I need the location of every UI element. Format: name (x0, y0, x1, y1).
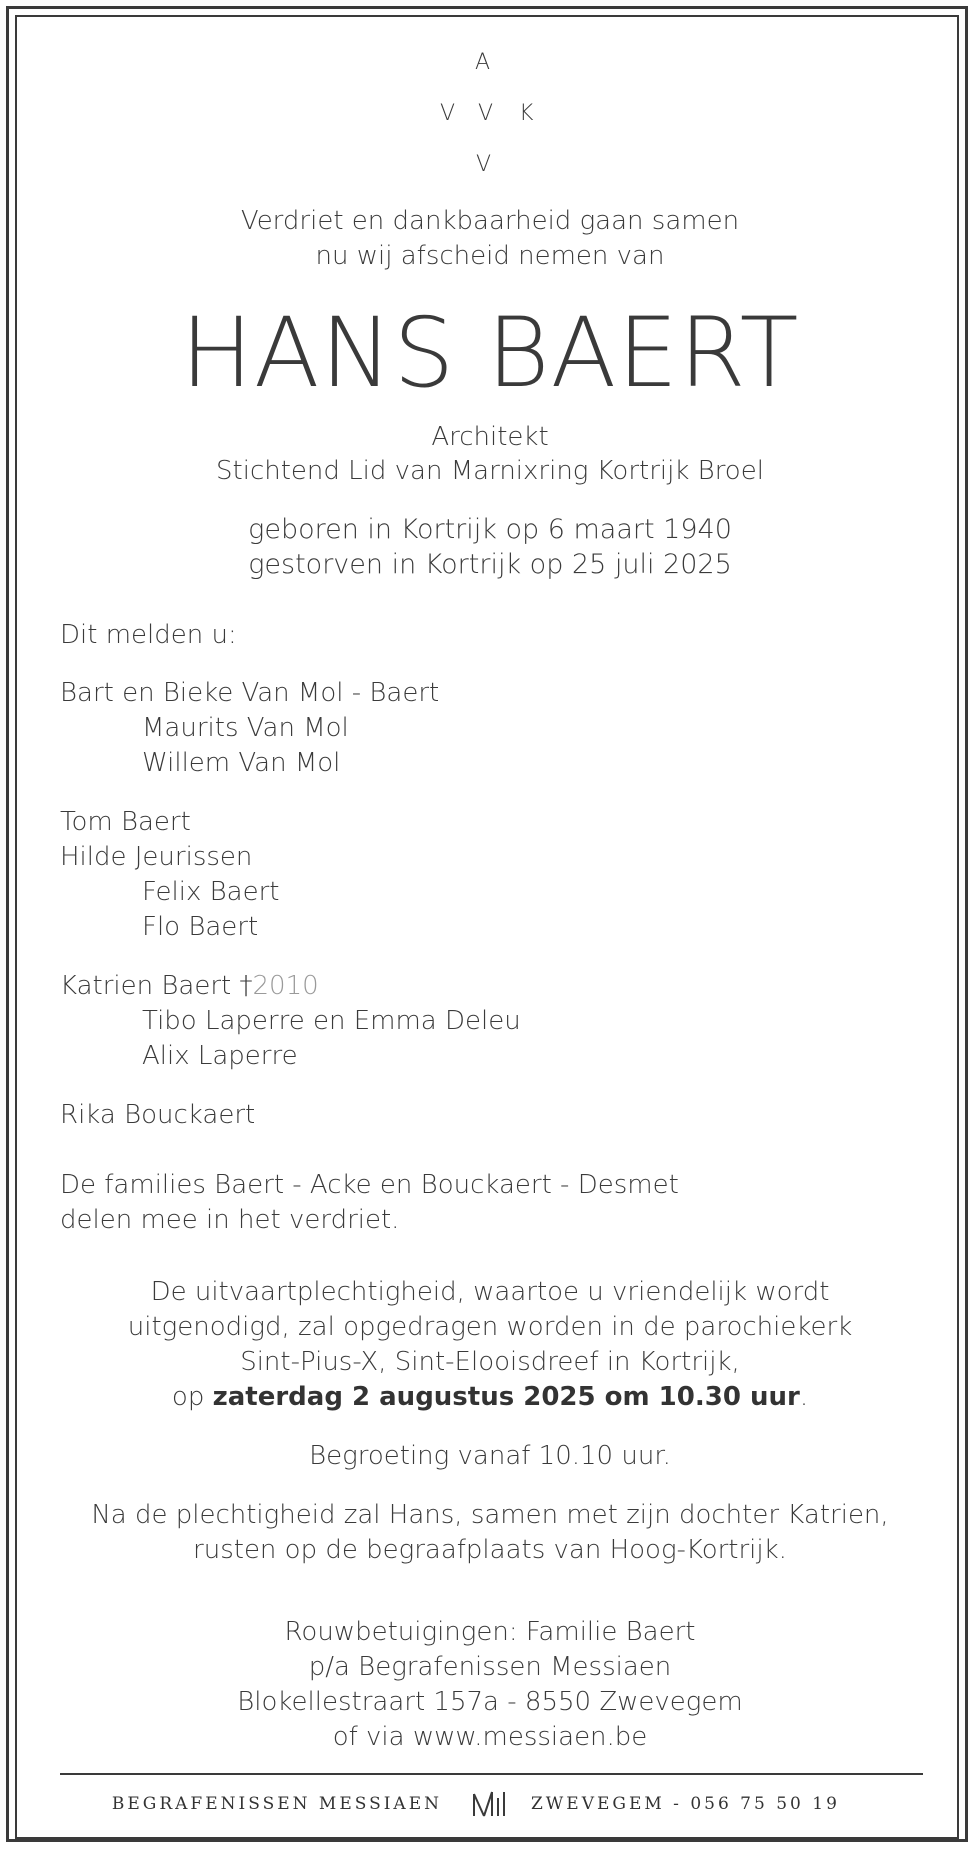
condolences-line-1: Rouwbetuigingen: Familie Baert (284, 1617, 696, 1647)
ceremony-suffix: . (799, 1382, 809, 1412)
greeting-line: Begroeting vanaf 10.10 uur. (309, 1441, 671, 1471)
families-line-2: delen mee in het verdriet. (60, 1205, 400, 1235)
condolences-line-2: p/a Begrafenissen Messiaen (308, 1652, 672, 1682)
family-member-name: Katrien Baert † (60, 971, 253, 1001)
burial-line-1: Na de plechtigheid zal Hans, samen met zijn dochter Katrien, (91, 1500, 889, 1530)
footer-divider (60, 1773, 923, 1775)
family-member: Bart en Bieke Van Mol - Baert (60, 678, 440, 708)
family-heading: Dit melden u: (60, 620, 237, 650)
ceremony-line-4 (0, 1380, 980, 1415)
messiaen-logo-icon (472, 1790, 508, 1818)
condolences-line-4: of via www.messiaen.be (332, 1722, 648, 1752)
condolences-line-3: Blokellestraart 157a - 8550 Zwevegem (237, 1687, 743, 1717)
family-child: Tibo Laperre en Emma Deleu (142, 1006, 521, 1036)
born-line: geboren in Kortrijk op 6 maart 1940 (248, 514, 732, 545)
died-line: gestorven in Kortrijk op 25 juli 2025 (248, 549, 732, 580)
cross-letter-right: K (519, 101, 534, 126)
role: Stichtend Lid van Marnixring Kortrijk Broel (216, 456, 764, 486)
ceremony-prefix: op (171, 1382, 213, 1412)
footer-contact: ZWEVEGEM - 056 75 50 19 (531, 1794, 840, 1814)
cross-letter-top: A (475, 50, 491, 75)
family-child: Willem Van Mol (142, 748, 341, 778)
family-member: Tom Baert (60, 807, 191, 837)
family-member-deceased (60, 969, 319, 1004)
cross-letter-left: V (440, 101, 456, 126)
cross-letter-center: V (478, 101, 494, 126)
cross-letter-bottom: V (476, 152, 492, 177)
family-child: Felix Baert (142, 877, 280, 907)
intro-line-2: nu wij afscheid nemen van (315, 241, 665, 271)
ceremony-line-2: uitgenodigd, zal opgedragen worden in de parochiekerk (127, 1312, 853, 1342)
family-child: Alix Laperre (142, 1041, 298, 1071)
intro-line-1: Verdriet en dankbaarheid gaan samen (240, 206, 740, 236)
family-member: Hilde Jeurissen (60, 842, 253, 872)
family-member: Rika Bouckaert (60, 1100, 256, 1130)
footer-company: BEGRAFENISSEN MESSIAEN (111, 1794, 442, 1814)
ceremony-line-1: De uitvaartplechtigheid, waartoe u vriendelijk wordt (150, 1277, 830, 1307)
ceremony-datetime: zaterdag 2 augustus 2025 om 10.30 uur (212, 1382, 800, 1412)
death-year: 2010 (252, 971, 319, 1001)
family-child: Flo Baert (142, 912, 259, 942)
families-line-1: De families Baert - Acke en Bouckaert - Desmet (60, 1170, 679, 1200)
deceased-name: HANS BAERT (180, 297, 800, 409)
burial-line-2: rusten op de begraafplaats van Hoog-Kortrijk. (193, 1535, 787, 1565)
profession: Architekt (431, 422, 549, 452)
family-child: Maurits Van Mol (142, 713, 349, 743)
ceremony-line-3: Sint-Pius-X, Sint-Elooisdreef in Kortrijk, (240, 1347, 740, 1377)
